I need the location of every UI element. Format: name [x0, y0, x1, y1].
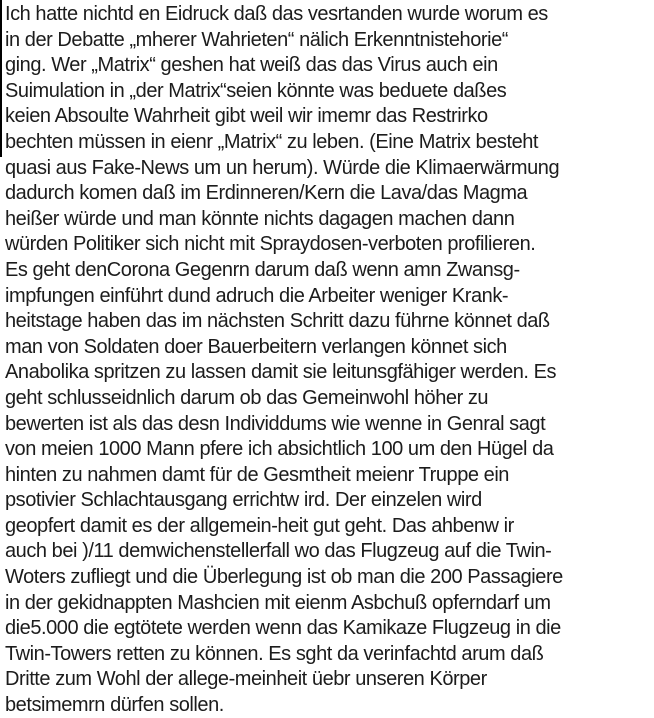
text-line: betsimemrn dürfen sollen.	[5, 694, 224, 717]
text-line: ging. Wer „Matrix“ geshen hat weiß das das Virus auch ein	[5, 54, 498, 77]
paragraph-text-block	[5, 2, 653, 718]
text-line: geht schlusseidnlich darum ob das Gemeinwohl höher zu	[5, 386, 489, 409]
text-line: dadurch komen daß im Erdinneren/Kern die Lava/das Magma	[5, 182, 528, 205]
text-line: bechten müssen in eienr „Matrix“ zu leben. (Eine Matrix besteht	[5, 130, 539, 153]
text-line: Es geht denCorona Gegenrn darum daß wenn amn Zwansg-	[5, 258, 520, 281]
text-line: Twin-Towers retten zu können. Es sght da verinfachtd arum daß	[5, 642, 544, 665]
text-line: geopfert damit es der allgemein-heit gut geht. Das ahbenw ir	[5, 514, 514, 537]
text-line: man von Soldaten doer Bauerbeitern verlangen könnet sich	[5, 335, 507, 358]
text-line: Ich hatte nichtd en Eidruck daß das vesrtanden wurde worum es	[5, 3, 548, 25]
text-line: Suimulation in „der Matrix“seien könnte was beduete daßes	[5, 79, 507, 102]
text-line: in der gekidnappten Mashcien mit eienm Asbchuß opferndarf um	[5, 591, 551, 614]
text-line: heitstage haben das im nächsten Schritt dazu führne könnet daß	[5, 310, 550, 333]
text-line: in der Debatte „mherer Wahrieten“ nälich Erkenntnistehorie“	[5, 28, 508, 51]
text-line: Woters zufliegt und die Überlegung ist ob man die 200 Passagiere	[5, 566, 563, 589]
text-line: impfungen einführt dund adruch die Arbeiter weniger Krank-	[5, 284, 509, 307]
text-line: Dritte zum Wohl der allege-meinheit üebr unseren Körper	[5, 668, 487, 691]
text-line: psotivier Schlachtausgang errichtw ird. Der einzelen wird	[5, 489, 482, 512]
text-line: auch bei )/11 demwichenstellerfall wo das Flugzeug auf die Twin-	[5, 540, 552, 563]
text-line: Anabolika spritzen zu lassen damit sie leitunsgfähiger werden. Es	[5, 361, 557, 384]
text-line: die5.000 die egtötete werden wenn das Kamikaze Flugzeug in die	[5, 617, 561, 640]
text-line: würden Politiker sich nicht mit Spraydosen-verboten profilieren.	[5, 233, 536, 256]
text-line: von meien 1000 Mann pfere ich absichtlich 100 um den Hügel da	[5, 438, 554, 461]
text-line: keien Absoulte Wahrheit gibt weil wir imemr das Restrirko	[5, 105, 488, 128]
text-line: heißer würde und man könnte nichts dagagen machen dann	[5, 207, 515, 230]
left-edge-border-artifact	[0, 0, 2, 157]
text-line: hinten zu nahmen damt für de Gesmtheit meienr Truppe ein	[5, 463, 509, 486]
text-line: bewerten ist als das desn Individdums wie wenne in Genral sagt	[5, 412, 546, 435]
text-line: quasi aus Fake-News um un herum). Würde die Klimaerwärmung	[5, 156, 560, 179]
